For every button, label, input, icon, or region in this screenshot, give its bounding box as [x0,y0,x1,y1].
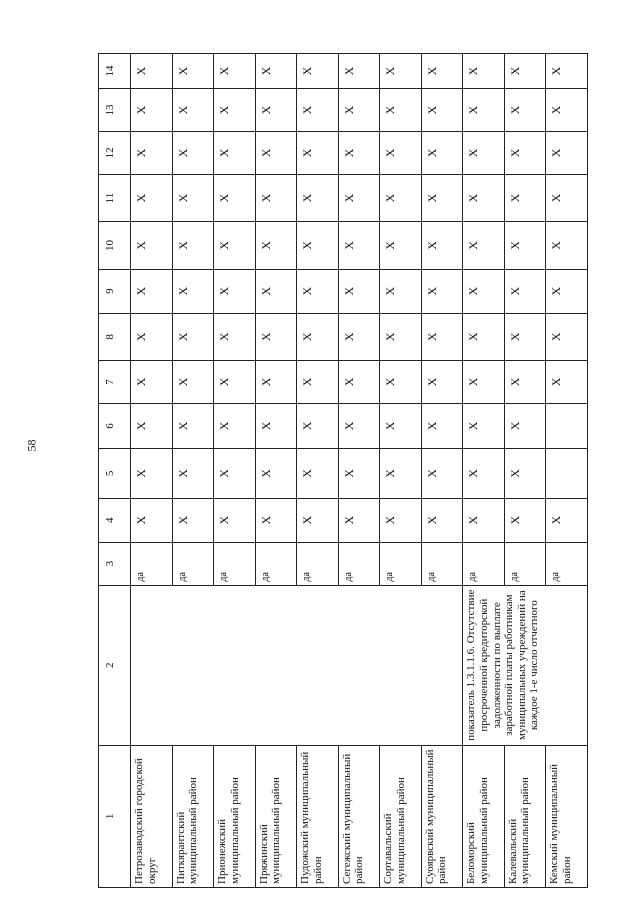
mark-cell: Х [421,131,463,174]
mark-cell: Х [380,222,422,269]
mark-cell: Х [546,361,588,404]
mark-cell: Х [172,89,214,132]
mark-cell: Х [338,131,380,174]
mark-cell: Х [546,89,588,132]
mark-cell: Х [504,449,546,499]
mark-cell: Х [214,313,256,360]
district-name: Прионежский муниципальный район [214,745,256,887]
mark-cell: Х [172,269,214,313]
mark-cell: Х [463,54,505,89]
mark-cell: Х [463,449,505,499]
mark-cell: Х [214,449,256,499]
mark-cell: Х [214,89,256,132]
mark-cell: Х [338,89,380,132]
mark-cell: Х [338,54,380,89]
mark-cell: Х [255,313,297,360]
mark-cell: Х [463,269,505,313]
mark-cell: Х [214,222,256,269]
mark-cell: Х [214,498,256,542]
mark-cell: Х [214,361,256,404]
mark-cell: Х [463,174,505,221]
column-header-9: 9 [99,269,131,313]
mark-cell: Х [131,54,173,89]
mark-cell: Х [463,403,505,448]
mark-cell: Х [297,269,339,313]
column-header-11: 11 [99,174,131,221]
mark-cell: Х [421,361,463,404]
value-cell: да [131,542,173,585]
district-name: Кемский муниципальный район [546,745,588,887]
value-cell: да [546,542,588,585]
value-cell: да [297,542,339,585]
table-row [297,54,339,888]
mark-cell: Х [546,313,588,360]
mark-cell: Х [338,498,380,542]
mark-cell: Х [131,313,173,360]
mark-cell: Х [380,498,422,542]
mark-cell: Х [255,498,297,542]
value-cell: да [172,542,214,585]
district-name: Пряжинский муниципальный район [255,745,297,887]
mark-cell: Х [255,269,297,313]
mark-cell: Х [421,498,463,542]
mark-cell: Х [214,403,256,448]
mark-cell: Х [255,449,297,499]
mark-cell: Х [255,54,297,89]
mark-cell: Х [380,403,422,448]
mark-cell: Х [297,403,339,448]
mark-cell: Х [297,498,339,542]
mark-cell: Х [338,174,380,221]
indicator-cell-empty [131,585,463,745]
mark-cell: Х [504,89,546,132]
mark-cell: Х [463,89,505,132]
mark-cell: Х [504,269,546,313]
mark-cell: Х [504,174,546,221]
mark-cell: Х [172,222,214,269]
mark-cell: Х [546,174,588,221]
mark-cell: Х [421,222,463,269]
mark-cell: Х [297,361,339,404]
mark-cell: Х [297,222,339,269]
table-row [380,54,422,888]
mark-cell: Х [546,498,588,542]
mark-cell: Х [421,313,463,360]
column-header-5: 5 [99,449,131,499]
mark-cell: Х [504,361,546,404]
mark-cell: Х [380,449,422,499]
column-header-1: 1 [99,745,131,887]
mark-cell: Х [504,54,546,89]
mark-cell: Х [131,269,173,313]
mark-cell: Х [255,131,297,174]
mark-cell: Х [214,269,256,313]
table-row [546,54,588,888]
mark-cell: Х [131,449,173,499]
mark-cell: Х [131,131,173,174]
mark-cell: Х [380,89,422,132]
district-name: Калевальский муниципальный район [504,745,546,887]
table-row [338,54,380,888]
district-name: Суоярвский муниципальный район [421,745,463,887]
mark-cell: Х [255,403,297,448]
mark-cell: Х [463,131,505,174]
column-header-4: 4 [99,498,131,542]
column-header-10: 10 [99,222,131,269]
page-number: 58 [24,439,39,452]
table-row [255,54,297,888]
mark-cell: Х [297,54,339,89]
value-cell: да [338,542,380,585]
column-header-7: 7 [99,361,131,404]
value-cell: да [421,542,463,585]
value-cell: да [214,542,256,585]
district-name: Сортавальский муниципальный район [380,745,422,887]
mark-cell: Х [297,449,339,499]
mark-cell: Х [504,222,546,269]
mark-cell: Х [172,174,214,221]
table-row [131,54,173,888]
district-name: Беломорский муниципальный район [463,745,505,887]
mark-cell: Х [297,313,339,360]
mark-cell: Х [131,222,173,269]
mark-cell: Х [338,313,380,360]
mark-cell: Х [463,498,505,542]
mark-cell: Х [214,131,256,174]
mark-cell: Х [172,131,214,174]
district-name: Петрозаводский городской округ [131,745,173,887]
mark-cell: Х [421,403,463,448]
mark-cell: Х [338,361,380,404]
mark-cell: Х [172,403,214,448]
mark-cell: Х [338,403,380,448]
mark-cell: Х [255,222,297,269]
mark-cell: Х [131,361,173,404]
mark-cell: Х [546,131,588,174]
mark-cell: Х [297,89,339,132]
column-header-6: 6 [99,403,131,448]
mark-cell: Х [421,174,463,221]
mark-cell: Х [338,449,380,499]
mark-cell: Х [463,313,505,360]
mark-cell: Х [546,54,588,89]
value-cell: да [504,542,546,585]
mark-cell: Х [255,89,297,132]
mark-cell: Х [421,89,463,132]
mark-cell: Х [131,498,173,542]
mark-cell: Х [172,313,214,360]
mark-cell: Х [380,174,422,221]
mark-cell: Х [214,54,256,89]
column-header-13: 13 [99,89,131,132]
district-table [98,53,588,888]
column-header-8: 8 [99,313,131,360]
value-cell: да [380,542,422,585]
column-header-2: 2 [99,585,131,745]
mark-cell: Х [463,361,505,404]
mark-cell: Х [504,403,546,448]
mark-cell: Х [214,174,256,221]
district-name: Питкярантский муниципальный район [172,745,214,887]
table-row [214,54,256,888]
value-cell: да [463,542,505,585]
value-cell: да [255,542,297,585]
district-name: Пудожский муниципальный район [297,745,339,887]
mark-cell: Х [504,131,546,174]
mark-cell: Х [131,403,173,448]
mark-cell: Х [297,131,339,174]
mark-cell [546,449,588,499]
table-row [463,54,505,888]
mark-cell [546,403,588,448]
mark-cell: Х [504,498,546,542]
mark-cell: Х [131,174,173,221]
table-row [504,54,546,888]
mark-cell: Х [255,361,297,404]
district-name: Сегежский муниципальный район [338,745,380,887]
mark-cell: Х [297,174,339,221]
header-row [99,54,131,888]
mark-cell: Х [172,498,214,542]
mark-cell: Х [172,54,214,89]
mark-cell: Х [380,54,422,89]
mark-cell: Х [338,269,380,313]
column-header-3: 3 [99,542,131,585]
mark-cell: Х [131,89,173,132]
mark-cell: Х [172,361,214,404]
mark-cell: Х [546,222,588,269]
mark-cell: Х [380,361,422,404]
indicator-cell: показатель 1.3.1.1.6. Отсутствие просроченной кредиторской задолженности по выплате заработной платы работникам муниципальных учреждений на каждое 1-е число отчетного [463,585,588,745]
table-row [172,54,214,888]
mark-cell: Х [546,269,588,313]
mark-cell: Х [380,269,422,313]
mark-cell: Х [255,174,297,221]
mark-cell: Х [380,131,422,174]
column-header-12: 12 [99,131,131,174]
mark-cell: Х [380,313,422,360]
rotated-page [98,53,588,888]
mark-cell: Х [172,449,214,499]
table-row [421,54,463,888]
column-header-14: 14 [99,54,131,89]
mark-cell: Х [338,222,380,269]
mark-cell: Х [463,222,505,269]
mark-cell: Х [421,269,463,313]
mark-cell: Х [504,313,546,360]
mark-cell: Х [421,449,463,499]
table-body [131,54,588,888]
mark-cell: Х [421,54,463,89]
